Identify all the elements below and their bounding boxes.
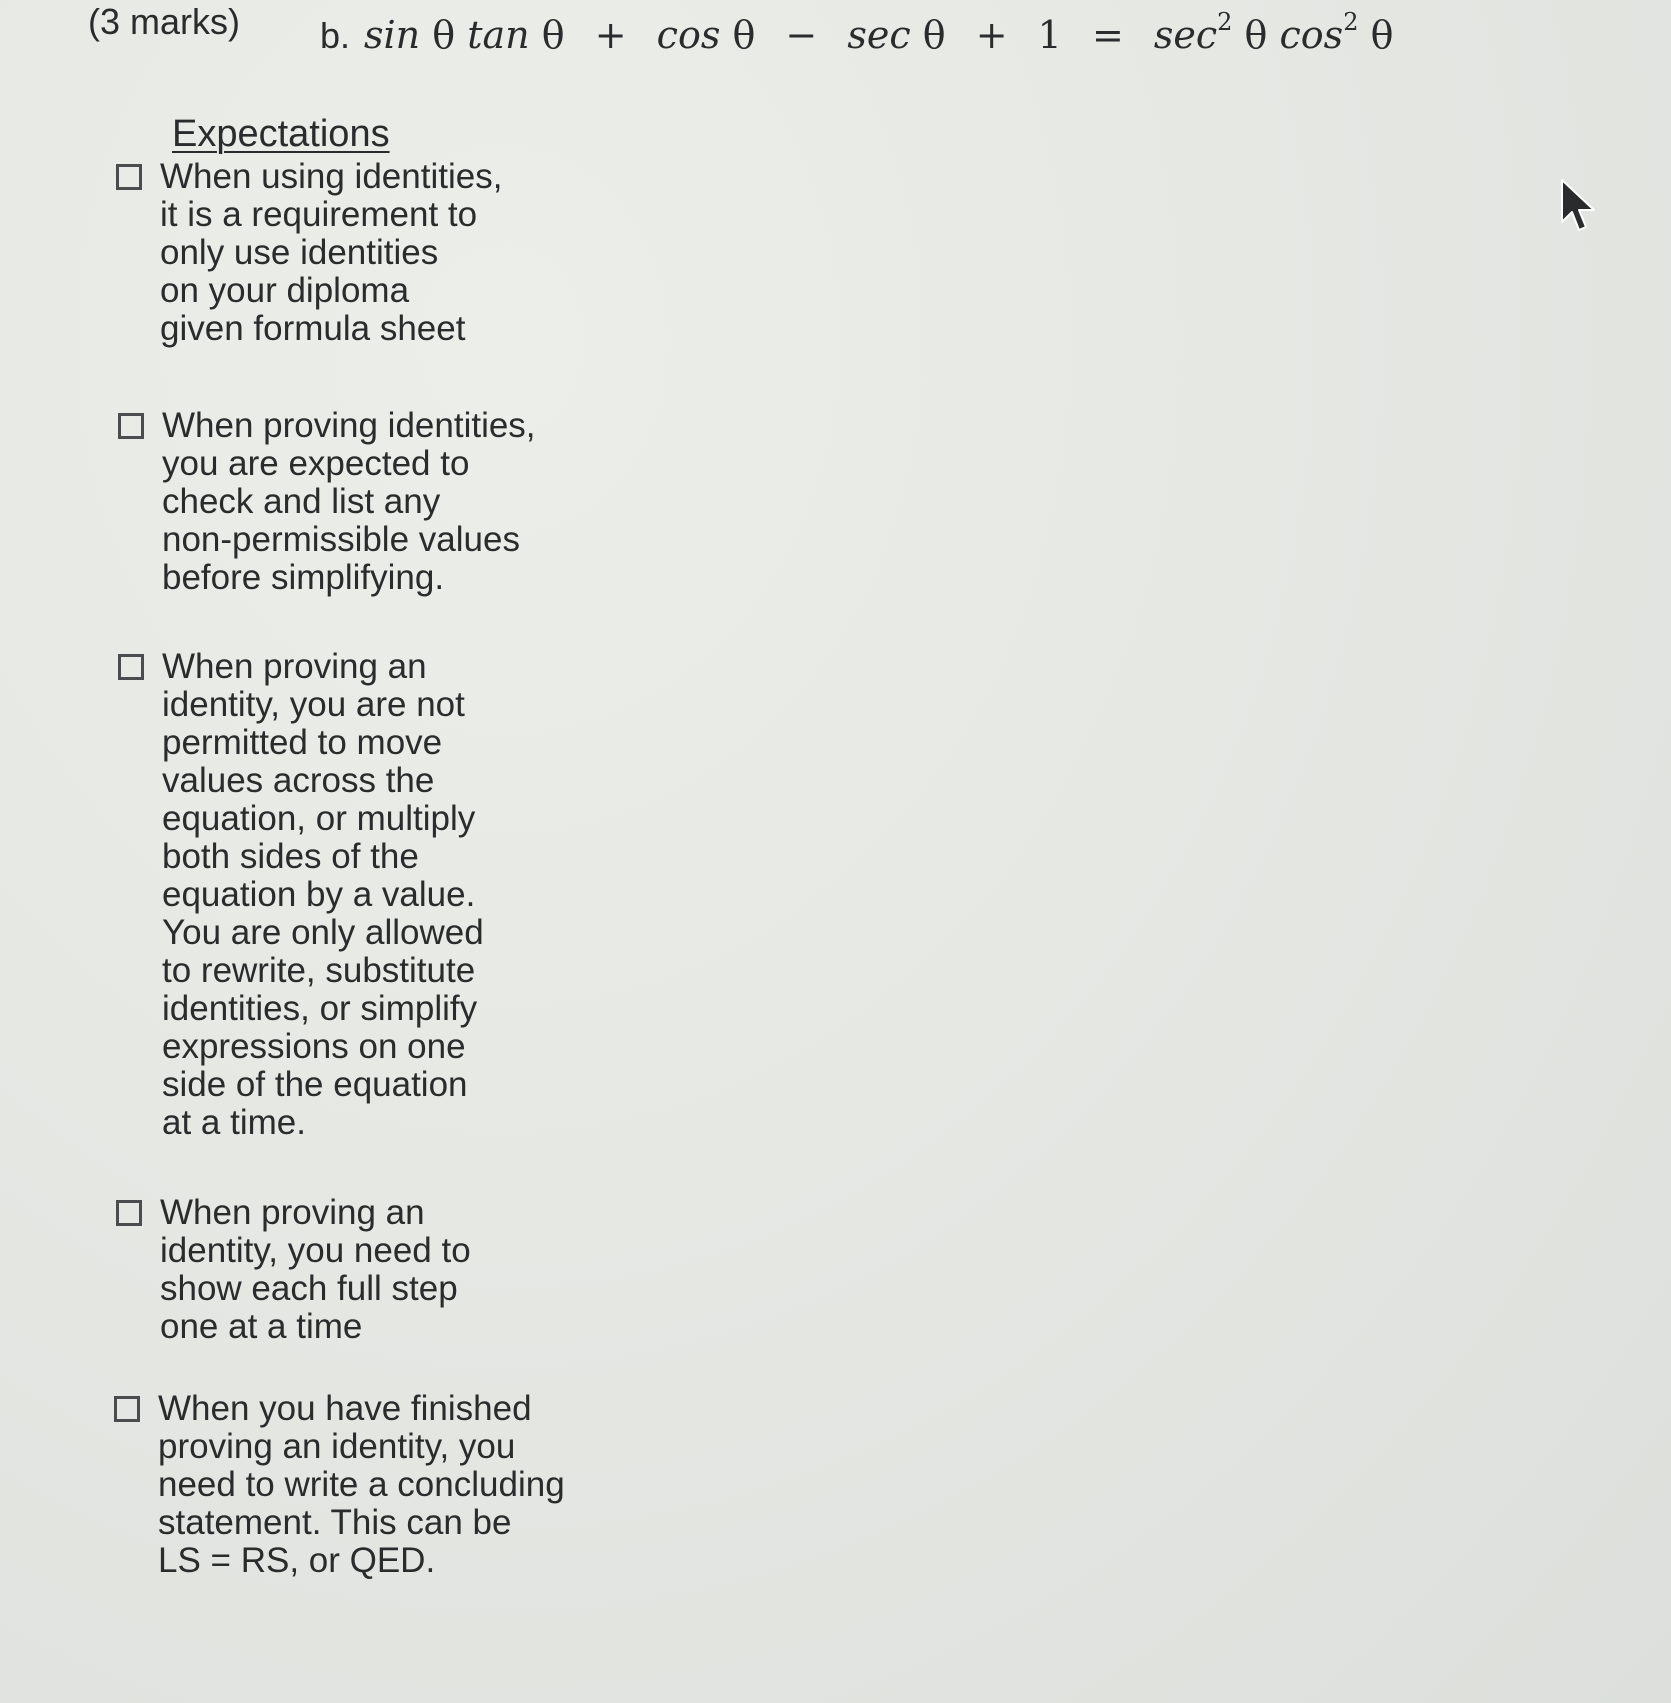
text-line: one at a time — [160, 1307, 363, 1346]
text-line: identity, you are not — [162, 685, 465, 724]
text-line: LS = RS, or QED. — [158, 1541, 436, 1580]
text-line: permitted to move — [162, 723, 443, 762]
expectation-item-5 — [114, 1390, 565, 1580]
text-line: check and list any — [162, 482, 441, 521]
text-line: show each full step — [160, 1269, 458, 1308]
eq-one: 1 — [1037, 13, 1062, 57]
expectation-text — [160, 158, 502, 348]
text-line: statement. This can be — [158, 1503, 512, 1542]
expectation-text — [158, 1390, 565, 1580]
expectation-item-3 — [118, 648, 484, 1142]
eq-sin: sin — [364, 13, 421, 57]
text-line: values across the — [162, 761, 435, 800]
eq-exponent: 2 — [1217, 8, 1233, 36]
eq-plus: + — [594, 13, 627, 57]
text-line: given formula sheet — [160, 309, 466, 348]
eq-equals: = — [1091, 13, 1124, 57]
text-line: you are expected to — [162, 444, 470, 483]
checkbox-icon[interactable] — [118, 654, 144, 680]
checkbox-icon[interactable] — [118, 413, 144, 439]
eq-theta: θ — [541, 13, 565, 57]
text-line: only use identities — [160, 233, 439, 272]
text-line: expressions on one — [162, 1027, 466, 1066]
text-line: non-permissible values — [162, 520, 520, 559]
text-line: equation, or multiply — [162, 799, 476, 838]
text-line: need to write a concluding — [158, 1465, 565, 1504]
eq-exponent: 2 — [1343, 8, 1359, 36]
text-line: before simplifying. — [162, 558, 445, 597]
text-line: side of the equation — [162, 1065, 468, 1104]
checkbox-icon[interactable] — [116, 164, 142, 190]
text-line: both sides of the — [162, 837, 419, 876]
checkbox-icon[interactable] — [116, 1200, 142, 1226]
text-line: When proving an — [160, 1193, 425, 1232]
eq-cos: cos — [656, 13, 721, 57]
text-line: at a time. — [162, 1103, 306, 1142]
mouse-pointer-icon — [1558, 178, 1598, 234]
text-line: to rewrite, substitute — [162, 951, 476, 990]
text-line: on your diploma — [160, 271, 410, 310]
eq-theta: θ — [432, 13, 456, 57]
text-line: When proving an — [162, 647, 427, 686]
text-line: When using identities, — [160, 157, 503, 196]
expectation-item-2 — [118, 407, 536, 597]
text-line: When you have finished — [158, 1389, 532, 1428]
eq-theta: θ — [732, 13, 756, 57]
eq-minus: − — [785, 13, 818, 57]
text-line: When proving identities, — [162, 406, 536, 445]
text-line: identities, or simplify — [162, 989, 478, 1028]
eq-plus: + — [975, 13, 1008, 57]
eq-sec: sec — [847, 13, 911, 57]
identity-equation — [364, 0, 1393, 57]
expectation-text — [162, 648, 484, 1142]
eq-theta: θ — [1370, 13, 1394, 57]
text-line: proving an identity, you — [158, 1427, 516, 1466]
question-label: b. — [320, 15, 351, 56]
expectations-heading: Expectations — [172, 113, 390, 155]
expectation-text — [162, 407, 536, 597]
expectation-text — [160, 1194, 471, 1346]
expectation-item-4 — [116, 1194, 471, 1346]
text-line: it is a requirement to — [160, 195, 478, 234]
eq-theta: θ — [1244, 13, 1268, 57]
eq-theta: θ — [922, 13, 946, 57]
eq-sec-squared: sec — [1153, 13, 1218, 57]
eq-cos-squared: cos — [1279, 13, 1344, 57]
marks-label: (3 marks) — [88, 1, 240, 42]
question-b — [320, 0, 1393, 58]
expectation-item-1 — [116, 158, 502, 348]
checkbox-icon[interactable] — [114, 1396, 140, 1422]
text-line: equation by a value. — [162, 875, 476, 914]
text-line: You are only allowed — [162, 913, 484, 952]
eq-tan: tan — [467, 13, 530, 57]
text-line: identity, you need to — [160, 1231, 471, 1270]
